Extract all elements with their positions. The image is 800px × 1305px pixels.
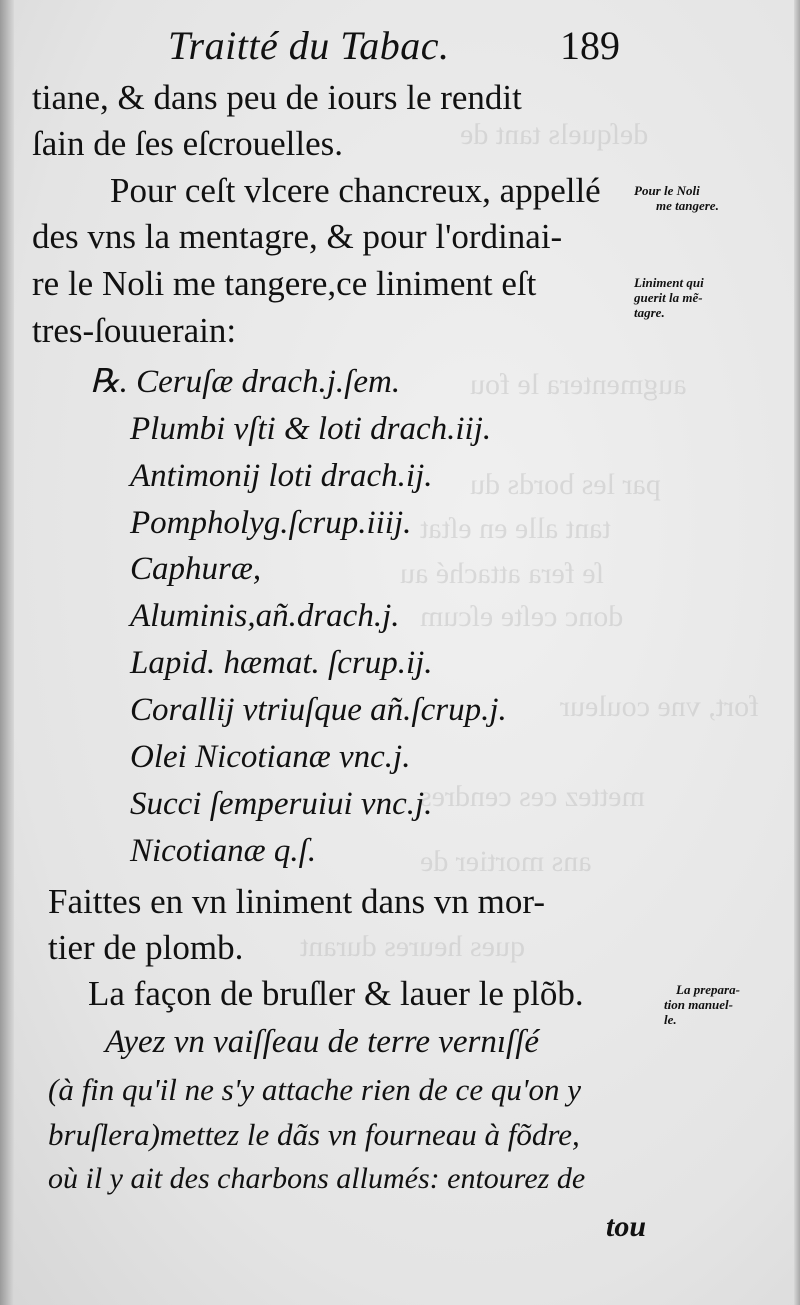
recipe-line: Plumbi vſti & loti drach.iij. — [130, 411, 492, 447]
page-number: 189 — [560, 23, 620, 68]
page-gutter-shadow — [0, 0, 14, 1305]
body-line: tres-ſouuerain: — [32, 311, 237, 350]
body-line: tier de plomb. — [48, 928, 244, 967]
bleed-through-line: par les bords du — [470, 468, 661, 501]
margin-note-line: Liniment qui — [634, 275, 704, 290]
catchword: tou — [606, 1210, 647, 1243]
body-line: Pour ceſt vlcere chancreux, appellé — [110, 171, 601, 210]
margin-note-line: le. — [664, 1012, 677, 1027]
body-line: tiane, & dans peu de iours le rendit — [32, 78, 522, 117]
section-heading: La façon de bruſler & lauer le plõb. — [88, 974, 584, 1013]
margin-note — [664, 982, 740, 1027]
bleed-through-line: tant alle en eſtat — [420, 512, 611, 545]
recipe-line: Aluminis,añ.drach.j. — [130, 598, 400, 634]
body-line: ſain de ſes eſcrouelles. — [32, 124, 343, 163]
recipe-line: Pompholyg.ſcrup.iiij. — [130, 505, 412, 541]
page-header — [0, 22, 800, 72]
italic-line: (à fin qu'il ne s'y attache rien de ce qu'on y — [48, 1072, 581, 1107]
body-line: Faittes en vn liniment dans vn mor- — [48, 882, 546, 921]
recipe-line: Corallij vtriuſque añ.ſcrup.j. — [130, 692, 507, 728]
margin-note — [634, 183, 719, 213]
bleed-through-line: ques heures durant — [300, 930, 525, 963]
margin-note-line: La prepara- — [676, 982, 740, 997]
recipe-line: Lapid. hæmat. ſcrup.ij. — [130, 645, 433, 681]
recipe-line: ℞. Ceruſæ drach.j.ſem. — [90, 364, 401, 400]
recipe-line: Caphuræ, — [130, 551, 262, 587]
page-edge-shadow — [794, 0, 800, 1305]
recipe-line: Nicotianæ q.ſ. — [130, 833, 317, 869]
bleed-through-line: ans mortier de — [420, 845, 592, 878]
italic-line: bruſlera)mettez le dãs vn fourneau à fõdre, — [48, 1117, 580, 1152]
recipe-line: Olei Nicotianæ vnc.j. — [130, 739, 411, 775]
bleed-through-line: mettez ces cendres — [420, 780, 645, 813]
bleed-through-line: deſquels tant de — [460, 118, 649, 151]
margin-note-line: guerit la mẽ- — [634, 290, 703, 305]
margin-note-line: Pour le Noli — [634, 183, 700, 198]
bleed-through-line: augmentera le fou — [470, 368, 687, 401]
margin-note-line: tion manuel- — [664, 997, 733, 1012]
recipe-line: Succi ſemperuiui vnc.j. — [130, 786, 433, 822]
margin-note — [634, 275, 704, 320]
recipe-line: Antimonij loti drach.ij. — [130, 458, 433, 494]
italic-line: Ayez vn vaiſſeau de terre vernıſſé — [105, 1024, 540, 1060]
body-line: re le Noli me tangere,ce liniment eſt — [32, 264, 537, 303]
bleed-through-line: donc ceſte eſcum — [420, 600, 624, 633]
bleed-through-line: fort, vne couleur — [560, 690, 760, 723]
margin-note-line: me tangere. — [656, 198, 719, 213]
margin-note-line: tagre. — [634, 305, 665, 320]
running-title: Traitté du Tabac. — [168, 23, 450, 68]
bleed-through-line: ſe fera attaché au — [400, 557, 605, 590]
body-line: des vns la mentagre, & pour l'ordinai- — [32, 217, 563, 256]
italic-line: où il y ait des charbons allumés: entourez de — [48, 1162, 586, 1195]
